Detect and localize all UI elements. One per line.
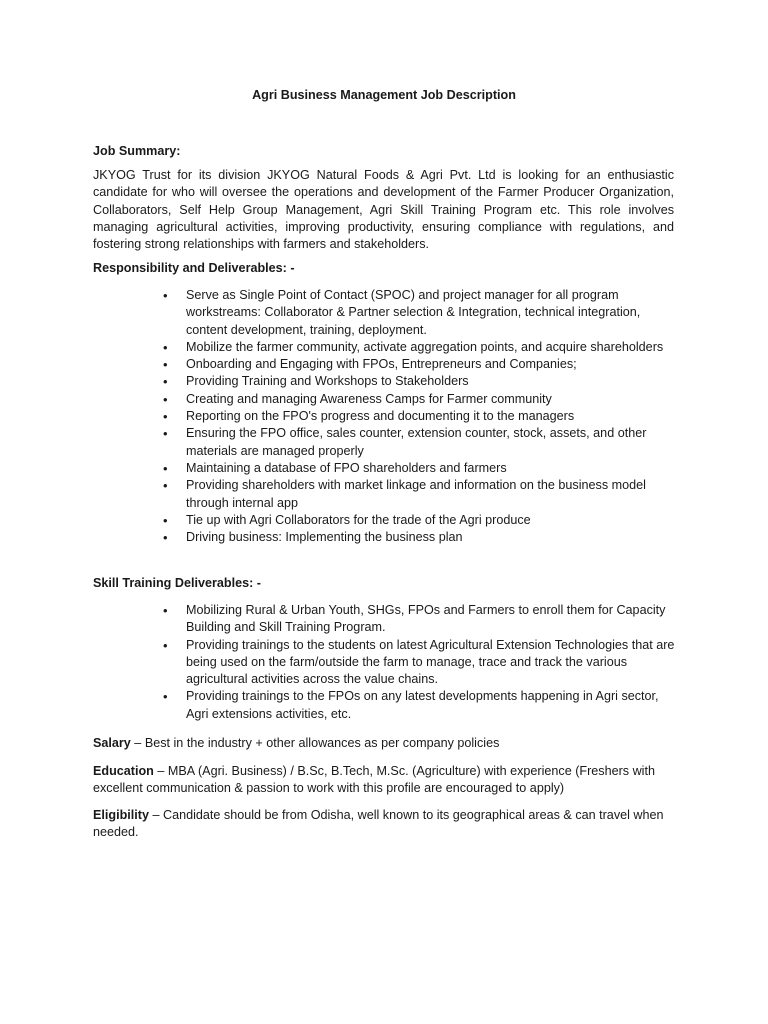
salary-paragraph [93,735,674,752]
bullet-icon: • [163,374,168,390]
responsibility-item-text: Creating and managing Awareness Camps for Farmer community [186,391,552,406]
skill-training-item [163,602,676,637]
skill-training-item [163,637,676,689]
responsibility-item-text: Driving business: Implementing the business plan [186,530,463,545]
responsibility-item [163,356,676,373]
bullet-icon: • [163,637,168,653]
responsibility-item-text: Maintaining a database of FPO shareholders and farmers [186,460,507,475]
responsibility-item [163,408,676,425]
responsibility-item-text: Ensuring the FPO office, sales counter, extension counter, stock, assets, and other materials are managed properly [186,426,647,458]
eligibility-label: Eligibility [93,808,149,822]
responsibility-item [163,460,676,477]
skill-training-item [163,688,676,723]
responsibility-item-text: Mobilize the farmer community, activate aggregation points, and acquire shareholders [186,339,664,354]
responsibility-item-text: Tie up with Agri Collaborators for the trade of the Agri produce [186,512,531,527]
responsibilities-heading: Responsibility and Deliverables: - [93,261,295,275]
bullet-icon: • [163,426,168,442]
responsibility-item-text: Providing Training and Workshops to Stakeholders [186,374,469,389]
skill-training-item-text: Mobilizing Rural & Urban Youth, SHGs, FPOs and Farmers to enroll them for Capacity Building and Skill Training Program. [186,603,666,635]
bullet-icon: • [163,288,168,303]
bullet-icon: • [163,512,168,528]
bullet-icon: • [163,689,168,705]
responsibility-item-text: Providing shareholders with market linkage and information on the business model through internal app [186,478,646,510]
job-summary-heading: Job Summary: [93,144,181,158]
bullet-icon: • [163,339,168,355]
document-title: Agri Business Management Job Description [252,88,516,102]
responsibility-item [163,477,676,512]
bullet-icon: • [163,530,168,546]
responsibility-item [163,373,676,390]
skill-training-item-text: Providing trainings to the FPOs on any latest developments happening in Agri sector, Agri extensions activities, etc. [186,689,659,721]
responsibility-item [163,512,676,529]
bullet-icon: • [163,357,168,373]
responsibility-item-text: Serve as Single Point of Contact (SPOC) and project manager for all program workstreams: Collaborator & Partner selection & Integration, technical integration, content development, training, deployment. [186,288,641,337]
education-text: – MBA (Agri. Business) / B.Sc, B.Tech, M.Sc. (Agriculture) with experience (Freshers with excellent communication & passion to work with this profile are encouraged to apply) [93,764,655,796]
skill-training-item-text: Providing trainings to the students on latest Agricultural Extension Technologies that are being used on the farm/outside the farm to manage, trace and track the various agricultural activities across the value chains. [186,637,675,687]
skill-training-list [163,602,676,723]
eligibility-text: – Candidate should be from Odisha, well known to its geographical areas & can travel when needed. [93,808,664,840]
responsibility-item [163,391,676,408]
bullet-icon: • [163,460,168,476]
responsibilities-list [163,287,676,546]
responsibility-item [163,529,676,546]
responsibility-item [163,287,676,339]
job-summary-text: JKYOG Trust for its division JKYOG Natural Foods & Agri Pvt. Ltd is looking for an enthusiastic candidate for who will oversee the operations and development of the Farmer Producer Organization, Collaborators, Self Help Group Management, Agri Skill Training Program etc. This role involves managing agricultural activities, improving productivity, ensuring compliance with regulations, and fostering strong relationships with farmers and stakeholders. [93,168,674,252]
responsibility-item-text: Onboarding and Engaging with FPOs, Entrepreneurs and Companies; [186,357,577,372]
responsibility-item-text: Reporting on the FPO's progress and documenting it to the managers [186,409,575,424]
skill-training-heading: Skill Training Deliverables: - [93,576,261,590]
eligibility-paragraph [93,807,674,842]
salary-label: Salary [93,736,131,750]
education-paragraph [93,763,674,798]
bullet-icon: • [163,603,168,618]
bullet-icon: • [163,478,168,494]
education-label: Education [93,764,154,778]
salary-text: – Best in the industry + other allowances as per company policies [130,736,500,750]
bullet-icon: • [163,391,168,407]
bullet-icon: • [163,409,168,425]
responsibility-item [163,339,676,356]
responsibility-item [163,425,676,460]
